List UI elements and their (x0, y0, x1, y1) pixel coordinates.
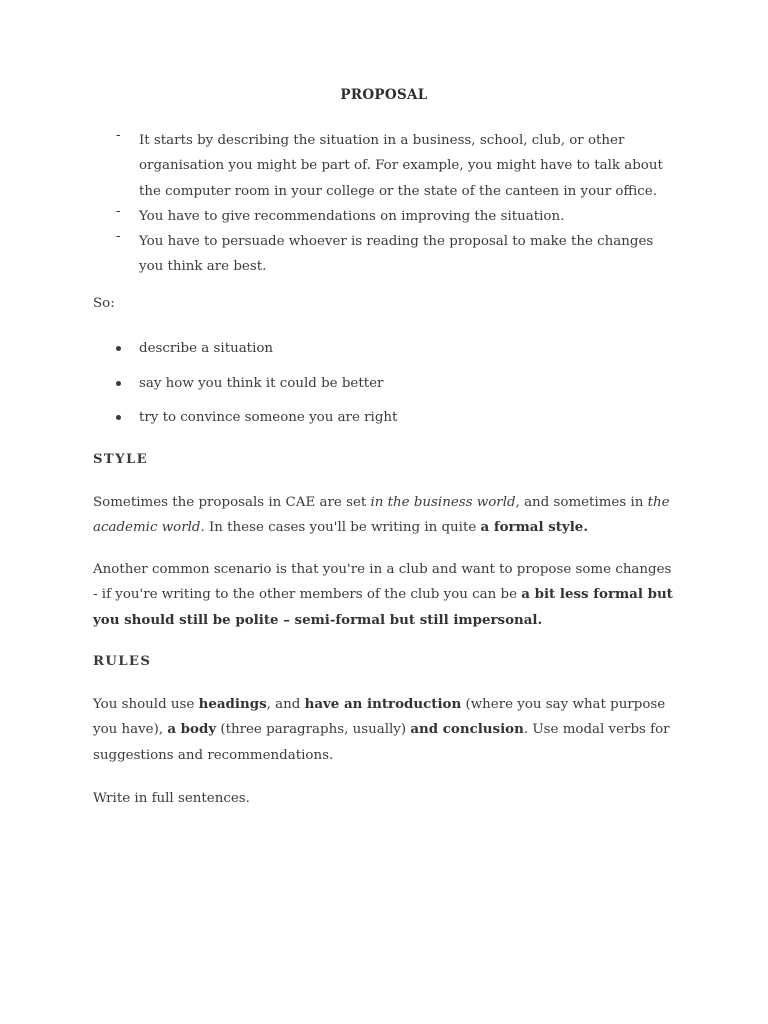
dash-list (0, 128, 768, 280)
bullet-text: try to convince someone you are right (139, 410, 398, 425)
dash-item-text: You have to give recommendations on improving the situation. (139, 208, 565, 224)
text-run: , and (266, 697, 305, 712)
bullet-dot-icon (116, 381, 121, 386)
rules-heading: RULES (93, 654, 152, 669)
text-run: (where you say what purpose you have), (93, 697, 666, 738)
text-run: You should use (93, 697, 199, 712)
style-paragraph-1 (93, 490, 673, 541)
bold-run: a formal style. (480, 519, 588, 536)
text-run: and sometimes in (519, 495, 648, 510)
dash-marker: - (116, 128, 121, 143)
dash-item (0, 229, 768, 280)
bold-run: a bit less formal but you should still be polite – semi-formal but still impersonal. (93, 586, 673, 628)
so-label: So: (93, 296, 115, 311)
bullet-dot-icon (116, 415, 121, 420)
dash-item (0, 128, 768, 204)
rules-paragraph-2: Write in full sentences. (93, 791, 250, 806)
dash-marker: - (116, 229, 121, 245)
dash-item-text: It starts by describing the situation in a business, school, club, or other organisation you might be part of. For example, you might have to talk about the computer room in your college or the state of the canteen in your office. (139, 133, 663, 199)
style-heading: STYLE (93, 452, 149, 467)
style-paragraph-2 (93, 557, 673, 633)
text-run: . Use modal verbs for suggestions and recommendations. (93, 722, 670, 763)
rules-paragraph-1 (93, 692, 673, 768)
bullet-item (0, 408, 768, 443)
bold-run: have an introduction (304, 696, 462, 712)
bullet-item (0, 339, 768, 374)
dash-marker: - (116, 203, 121, 219)
bullet-text: say how you think it could be better (139, 375, 384, 391)
bold-run: headings (198, 696, 267, 712)
text-run: Sometimes the proposals in CAE are set (93, 495, 371, 510)
bullet-text: describe a situation (139, 341, 274, 356)
page-title: PROPOSAL (340, 87, 428, 103)
italic-run: the academic world (93, 495, 670, 536)
text-run: . In these cases you'll be writing in quite (200, 520, 481, 536)
dash-item (0, 204, 768, 229)
bullet-dot-icon (116, 346, 121, 351)
text-run: (three paragraphs, usually) (216, 722, 411, 738)
bold-run: a body (167, 721, 217, 738)
text-run: Another common scenario is that you're in a club and want to propose some changes - if you're writing to the other members of the club you can be (93, 562, 672, 603)
dash-item-text: You have to persuade whoever is reading the proposal to make the changes you think are best. (139, 234, 654, 275)
italic-run: in the business world, (370, 495, 520, 510)
bold-run: and conclusion (410, 721, 524, 738)
bullet-item (0, 374, 768, 409)
bullet-list (0, 339, 768, 443)
